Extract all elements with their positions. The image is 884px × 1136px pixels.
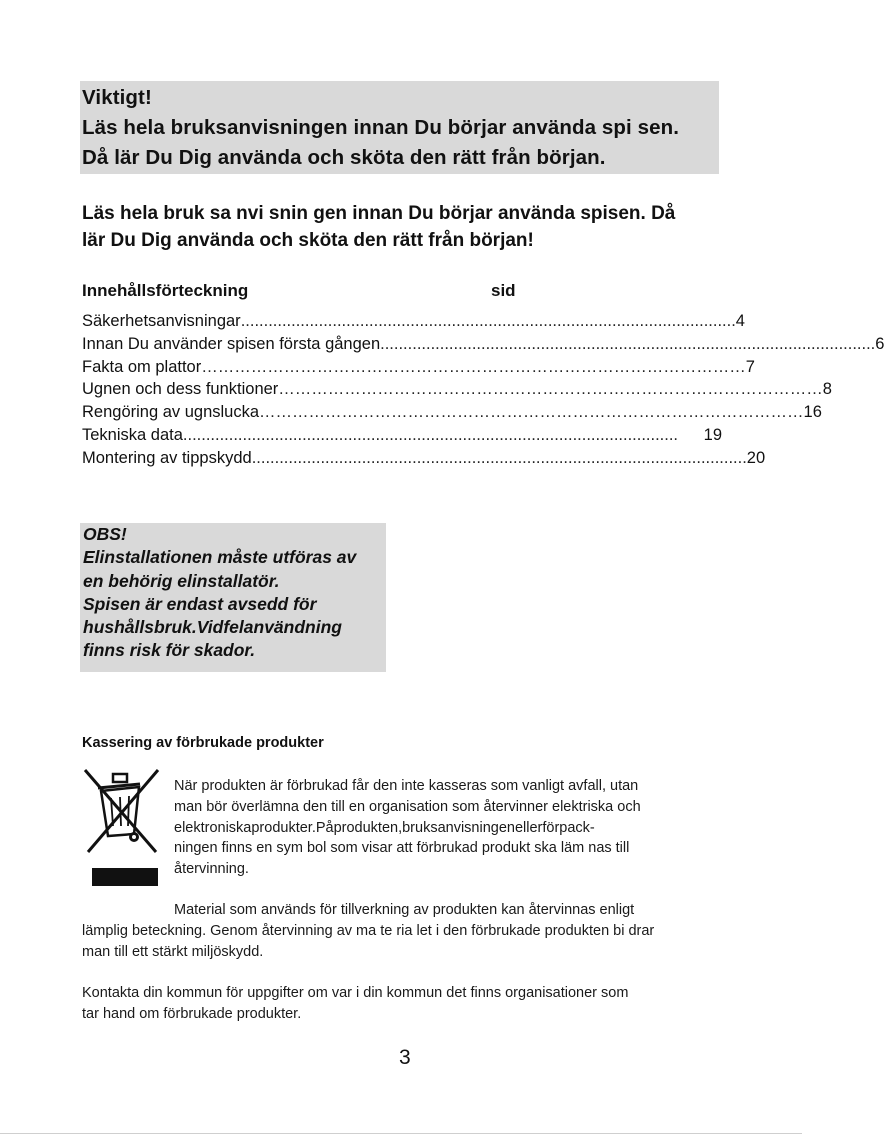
toc-item-page: 6 (875, 334, 884, 353)
toc-item (82, 424, 722, 447)
paragraph-line: man till ett stärkt miljöskydd. (82, 943, 264, 960)
paragraph-line: Material som används för tillverkning av produkten kan återvinnas enligt (174, 902, 635, 918)
important-heading: Viktigt! (82, 86, 152, 109)
paragraph-line: När produkten är förbrukad får den inte kasseras som vanligt avfall, utan (174, 778, 639, 794)
toc-leader-dots: ............................................................................................................ (240, 312, 736, 330)
toc-item (82, 356, 755, 379)
paragraph-line: lämplig beteckning. Genom återvinning av ma te ria let i den förbrukade produkten bi drar (82, 922, 655, 939)
toc-item-page: 16 (803, 403, 822, 422)
toc-title: Innehållsförteckning (82, 281, 249, 300)
disposal-paragraph-1 (174, 776, 641, 880)
intro-line-2: lär Du Dig använda och sköta den rätt från början! (82, 230, 534, 251)
disposal-paragraph-2 (82, 900, 654, 962)
toc-leader-dots: ……………………………………………………………………………………… (278, 380, 823, 399)
paragraph-line: man bör överlämna den till en organisation som återvinner elektriska och (174, 798, 641, 815)
important-line-2: Då lär Du Dig använda och sköta den rätt från början. (82, 146, 606, 169)
toc-page-header: sid (491, 281, 516, 300)
toc-item-label: Tekniska data (82, 425, 183, 444)
toc-item (82, 333, 884, 356)
paragraph-line: ningen finns en sym bol som visar att förbrukad produkt ska läm nas till (174, 840, 630, 857)
page-number: 3 (399, 1046, 411, 1069)
important-notice-box (80, 81, 719, 174)
obs-warning-box (80, 523, 386, 672)
toc-item-page: 8 (822, 380, 832, 399)
toc-item (82, 378, 832, 401)
intro-paragraph (82, 200, 762, 254)
obs-line: Elinstallationen måste utföras av (83, 547, 357, 568)
toc-leader-dots: ............................................................................................................ (182, 425, 679, 444)
paragraph-line: Kontakta din kommun för uppgifter om var i din kommun det finns organisationer som (82, 985, 629, 1001)
page-bottom-rule (0, 1133, 802, 1134)
toc-item-page: 20 (746, 448, 766, 467)
toc-item-label: Fakta om plattor (82, 357, 202, 376)
disposal-paragraph-3 (82, 983, 628, 1025)
toc-item-label: Rengöring av ugnslucka (82, 403, 260, 422)
toc-leader-dots: ............................................................................................................ (380, 334, 876, 353)
toc-item-page: 7 (745, 357, 755, 376)
toc-item (82, 401, 822, 424)
toc-item-label: Ugnen och dess funktioner (82, 380, 279, 399)
important-line-1: Läs hela bruksanvisningen innan Du börjar använda spi sen. (82, 116, 680, 139)
intro-line-1: Läs hela bruk sa nvi snin gen innan Du börjar använda spisen. Då (82, 203, 676, 224)
toc-item-label: Innan Du använder spisen första gången (82, 334, 381, 353)
table-of-contents (82, 310, 884, 470)
toc-item (82, 447, 766, 470)
toc-item-label: Säkerhetsanvisningar (82, 312, 241, 330)
toc-item-page: 19 (703, 425, 722, 444)
paragraph-line: återvinning. (174, 861, 249, 878)
obs-line: hushållsbruk.Vidfelanvändning (83, 617, 342, 638)
disposal-heading: Kassering av förbrukade produkter (82, 735, 324, 751)
obs-heading: OBS! (83, 524, 127, 544)
obs-line: Spisen är endast avsedd för (83, 593, 317, 614)
obs-line: en behörig elinstallatör. (83, 570, 280, 591)
crossed-out-wheelie-bin-icon (82, 766, 162, 888)
toc-leader-dots: ............................................................................................................ (251, 448, 747, 467)
toc-item (82, 310, 745, 333)
toc-item-label: Montering av tippskydd (82, 448, 252, 467)
toc-item-page: 4 (735, 312, 745, 330)
obs-line: finns risk för skador. (83, 640, 256, 661)
toc-leader-dots: ……………………………………………………………………………………… (201, 357, 746, 376)
paragraph-line: elektroniskaprodukter.Påprodukten,bruksanvisningenellerförpack- (174, 819, 595, 836)
paragraph-line: tar hand om förbrukade produkter. (82, 1005, 302, 1022)
toc-leader-dots: ……………………………………………………………………………………… (259, 403, 804, 422)
